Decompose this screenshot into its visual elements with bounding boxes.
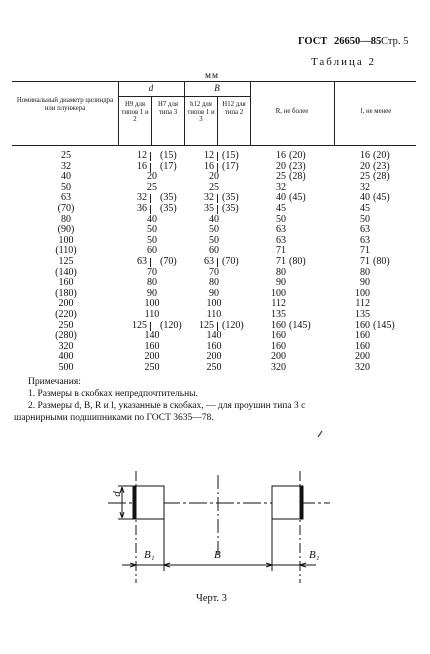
l-alt-cell [373,352,407,363]
pair-separator [150,205,151,214]
note-2-cont: шарнирными подшипниками по ГОСТ 3635—78. [14,413,214,423]
l-alt-cell [373,331,407,342]
d-h9-cell: 16 [137,160,147,172]
notes-title: Примечания: [28,377,81,387]
r-alt-cell [289,342,323,353]
b1-left-label: B₁ [144,549,155,561]
r-cell: 320 [271,361,286,373]
pair-separator [150,194,151,203]
col-divider [334,81,335,145]
header-B: B [214,83,220,93]
diameter-cell: 160 [58,277,74,289]
d-merged-cell [137,193,167,204]
d-dim-label: d [110,491,123,497]
l-alt-cell [373,289,407,300]
l-cell: 160 [355,340,370,352]
pair-separator [217,152,218,161]
b-merged-cell: 50 [209,234,219,246]
b1-right-label: B₁ [309,549,320,561]
l-cell: 80 [360,266,370,278]
r-alt-cell [289,331,323,342]
r-alt-cell [289,299,323,310]
table-title: Таблица 2 [310,56,376,68]
right-pin [272,486,300,519]
r-cell: 45 [276,202,286,214]
tick-mark [318,431,322,437]
r-cell: 16 [276,150,286,161]
l-alt-cell [373,204,407,215]
column-l [350,151,370,373]
l-cell: 50 [360,213,370,225]
d-merged-cell: 200 [144,351,160,363]
r-cell: 40 [276,192,286,204]
r-alt-cell [289,363,323,374]
b-h12-2-cell: (35) [222,202,239,214]
header-d-h9: H9 для типов 1 и 2 [121,101,149,124]
b-merged-cell: 40 [209,213,219,225]
b-merged-cell [199,257,229,268]
b-label: B [214,549,221,561]
diameter-cell: (70) [57,202,75,214]
l-cell: 63 [360,234,370,246]
col-divider [151,96,152,145]
diameter-cell: 80 [61,213,71,225]
r-alt-cell [289,236,323,247]
l-alt-cell [373,268,407,279]
l-alt-cell [373,236,407,247]
header-l: l, не менее [360,108,392,115]
b-merged-cell: 200 [206,351,222,363]
d-merged-cell: 20 [147,171,157,183]
b-merged-cell [199,193,229,204]
diameter-cell: 400 [58,351,74,363]
col-divider [250,81,251,145]
r-cell: 71 [276,255,286,267]
l-alt-cell [373,225,407,236]
pair-separator [150,152,151,161]
l-cell: 90 [360,277,370,289]
l-cell: 71 [360,255,370,267]
b-h12-2-cell: (70) [222,255,239,267]
d-h9-cell: 125 [132,319,147,331]
diameter-cell: 320 [58,340,74,352]
column-r [266,151,286,373]
b-merged-cell [199,204,229,215]
b-h12-1-cell: 32 [204,192,214,204]
b-merged-cell: 60 [209,245,219,257]
table-header-rule [12,145,416,146]
gost-label: ГОСТ [298,36,328,47]
diameter-cell: 25 [61,150,71,161]
l-cell: 71 [360,245,370,257]
r-alt-cell: (45) [289,192,306,204]
d-h9-cell: 63 [137,255,147,267]
d-merged-cell: 25 [147,181,157,193]
diameter-cell: 500 [58,361,74,373]
diameter-cell: (220) [55,308,77,320]
b-h12-1-cell: 63 [204,255,214,267]
r-cell: 50 [276,213,286,225]
d-h7-cell: (15) [160,150,177,161]
diameter-cell: 40 [61,171,71,183]
header-diameter: Номинальный диаметр цилиндра или плунжера [16,97,114,112]
b-h12-1-cell: 12 [204,150,214,161]
r-cell: 71 [276,245,286,257]
b-h12-2-cell: (120) [222,319,244,331]
r-cell: 112 [271,298,286,310]
diameter-cell: (90) [57,224,75,236]
r-alt-cell [289,204,323,215]
b-merged-cell: 160 [206,340,222,352]
d-merged-cell [137,257,167,268]
diameter-cell: (180) [55,287,77,299]
diameter-cell: (140) [55,266,77,278]
r-alt-cell: (28) [289,171,306,183]
l-alt-cell: (80) [373,255,390,267]
column-diameter [40,151,92,373]
d-merged-cell: 110 [144,308,160,320]
r-cell: 135 [271,308,286,320]
d-h9-cell: 36 [137,202,147,214]
diameter-cell: 250 [58,319,74,331]
diameter-cell: 200 [58,298,74,310]
diameter-cell: 32 [61,160,71,172]
column-b-merged [199,151,229,373]
diameter-cell: (110) [55,245,77,257]
d-h7-cell: (70) [160,255,177,267]
l-cell: 135 [355,308,370,320]
b-merged-cell: 25 [209,181,219,193]
d-merged-cell [137,151,167,162]
l-cell: 32 [360,181,370,193]
l-cell: 25 [360,171,370,183]
r-alt-cell [289,278,323,289]
l-alt-cell [373,215,407,226]
d-h7-cell: (35) [160,202,177,214]
r-cell: 90 [276,277,286,289]
subheader-rule [118,96,250,97]
b-merged-cell: 110 [206,308,222,320]
b-merged-cell: 90 [209,287,219,299]
pair-separator [217,258,218,267]
d-merged-cell: 160 [144,340,160,352]
diameter-cell: 63 [61,192,71,204]
diameter-cell: 50 [61,181,71,193]
column-r-alt [289,151,323,373]
l-cell: 100 [355,287,370,299]
header-b-h12-2: H12 для типа 2 [222,101,246,116]
l-cell: 63 [360,224,370,236]
b-h12-2-cell: (15) [222,150,239,161]
pair-separator [217,194,218,203]
l-cell: 45 [360,202,370,214]
r-cell: 25 [276,171,286,183]
d-h7-cell: (120) [160,319,182,331]
drawing-fig3 [0,425,430,654]
l-alt-cell: (45) [373,192,390,204]
header-b-h12-1: h12 для типов 1 и 3 [187,101,215,124]
d-merged-cell [137,204,167,215]
page-number: Стр. 5 [381,36,409,47]
r-cell: 160 [271,330,286,342]
r-cell: 20 [276,160,286,172]
l-cell: 160 [355,330,370,342]
l-cell: 16 [360,150,370,161]
b-h12-2-cell: (35) [222,192,239,204]
d-merged-cell: 140 [144,330,160,342]
column-l-alt [373,151,407,373]
b-merged-cell [199,151,229,162]
l-cell: 40 [360,192,370,204]
r-alt-cell: (23) [289,160,306,172]
l-cell: 200 [355,351,370,363]
column-d-merged [137,151,167,373]
r-alt-cell [289,225,323,236]
left-pin [136,486,164,519]
note-2: 2. Размеры d, B, R и l, указанные в скобках, — для проушин типа 3 с [28,401,306,411]
b-merged-cell: 80 [209,277,219,289]
table-top-rule [12,81,416,82]
r-cell: 63 [276,234,286,246]
l-cell: 112 [355,298,370,310]
l-cell: 160 [355,319,370,331]
l-alt-cell [373,278,407,289]
l-cell: 320 [355,361,370,373]
diameter-cell: 100 [58,234,74,246]
pair-separator [150,258,151,267]
header-r: R, не более [275,108,309,115]
d-merged-cell: 50 [147,224,157,236]
r-alt-cell [289,215,323,226]
d-merged-cell: 250 [144,361,160,373]
d-merged-cell: 90 [147,287,157,299]
b-merged-cell: 100 [206,298,222,310]
l-alt-cell: (23) [373,160,390,172]
r-cell: 160 [271,340,286,352]
pair-separator [150,163,151,172]
r-cell: 200 [271,351,286,363]
r-alt-cell [289,352,323,363]
pair-separator [217,322,218,331]
l-alt-cell [373,310,407,321]
d-h7-cell: (17) [160,160,177,172]
d-h9-cell: 12 [137,150,147,161]
r-alt-cell [289,310,323,321]
l-alt-cell: (28) [373,171,390,183]
l-cell: 20 [360,160,370,172]
r-alt-cell [289,289,323,300]
d-merged-cell: 100 [144,298,160,310]
note-1: 1. Размеры в скобках непредпочтительны. [28,389,198,399]
b-merged-cell: 250 [206,361,222,373]
b-h12-1-cell: 35 [204,202,214,214]
header-d-h7: H7 для типа 3 [158,101,178,116]
b-merged-cell: 50 [209,224,219,236]
r-cell: 80 [276,266,286,278]
d-merged-cell: 60 [147,245,157,257]
l-alt-cell [373,363,407,374]
l-alt-cell: (20) [373,150,390,161]
col-divider [217,96,218,145]
l-alt-cell [373,342,407,353]
gost-number: 26650—85 [334,36,382,47]
d-merged-cell: 70 [147,266,157,278]
b-merged-cell: 140 [206,330,222,342]
r-cell: 160 [271,319,286,331]
d-merged-cell: 40 [147,213,157,225]
b-h12-2-cell: (17) [222,160,239,172]
diameter-cell: 125 [58,255,74,267]
units-label: мм [205,71,220,81]
l-alt-cell [373,299,407,310]
header-d: d [148,83,154,93]
b-merged-cell: 20 [209,171,219,183]
l-alt-cell: (145) [373,319,395,331]
r-alt-cell: (20) [289,150,306,161]
r-cell: 63 [276,224,286,236]
d-h7-cell: (35) [160,192,177,204]
b-merged-cell: 70 [209,266,219,278]
pair-separator [217,163,218,172]
r-alt-cell: (145) [289,319,311,331]
pair-separator [217,205,218,214]
pair-separator [150,322,151,331]
b-h12-1-cell: 16 [204,160,214,172]
r-cell: 100 [271,287,286,299]
d-merged-cell: 50 [147,234,157,246]
diameter-cell: (280) [55,330,77,342]
d-merged-cell: 80 [147,277,157,289]
r-cell: 32 [276,181,286,193]
b-h12-1-cell: 125 [199,319,214,331]
r-alt-cell [289,268,323,279]
r-alt-cell: (80) [289,255,306,267]
figure-caption: Черт. 3 [196,593,227,604]
d-h9-cell: 32 [137,192,147,204]
